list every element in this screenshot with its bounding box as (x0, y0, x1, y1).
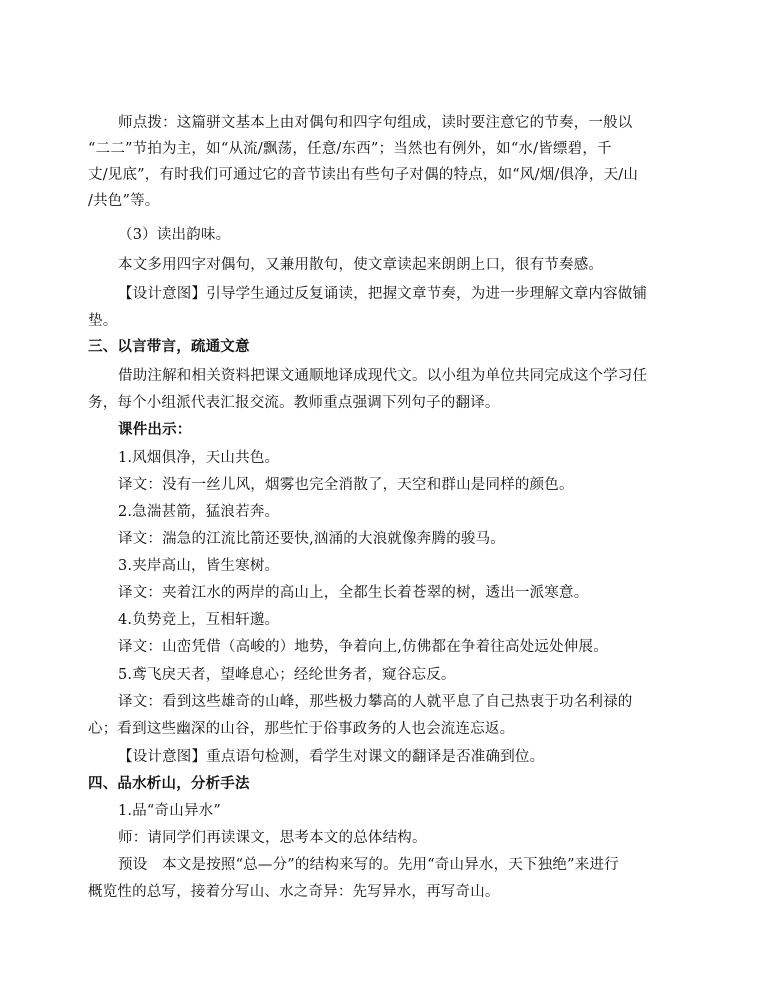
translation-line: 译文：湍急的江流比箭还要快,汹涌的大浪就像奔腾的骏马。 (118, 531, 506, 547)
paragraph-line: 垫。 (88, 313, 118, 329)
translation-line: 译文：夹着江水的两岸的高山上，全都生长着苍翠的树，透出一派寒意。 (118, 585, 589, 601)
paragraph-line: “二二”节拍为主，如“从流/飘荡，任意/东西”；当然也有例外，如“水/皆缥碧，千 (88, 141, 612, 157)
paragraph-line: 本文多用四字对偶句，又兼用散句，使文章读起来朗朗上口，很有节奏感。 (118, 257, 604, 273)
slide-label: 课件出示： (118, 421, 192, 438)
paragraph-line: 概览性的总写，接着分写山、水之奇异：先写异水，再写奇山。 (88, 884, 500, 900)
sentence-item: 3.夹岸高山，皆生寒树。 (118, 558, 280, 574)
paragraph-line: /共色”等。 (88, 193, 160, 209)
paragraph-line: 借助注解和相关资料把课文通顺地译成现代文。以小组为单位共同完成这个学习任 (118, 368, 648, 384)
translation-line: 译文：没有一丝儿风，烟雾也完全消散了，天空和群山是同样的颜色。 (118, 477, 574, 493)
translation-line: 译文：山峦凭借（高峻的）地势，争着向上,仿佛都在争着往高处远处伸展。 (118, 639, 608, 655)
translation-line: 译文：看到这些雄奇的山峰，那些极力攀高的人就平息了自己热衷于功名利禄的 (118, 694, 633, 710)
sentence-item: 2.急湍甚箭，猛浪若奔。 (118, 504, 280, 520)
translation-line: 心；看到这些幽深的山谷，那些忙于俗事政务的人也会流连忘返。 (88, 721, 515, 737)
design-intent-line: 【设计意图】引导学生通过反复诵读，把握文章节奏，为进一步理解文章内容做铺 (118, 286, 648, 302)
sentence-item: 1.风烟俱净，天山共色。 (118, 450, 280, 466)
sentence-item: 4.负势竞上，互相轩邈。 (118, 612, 280, 628)
section-heading: 四、品水析山，分析手法 (88, 775, 250, 792)
paragraph-line: 务，每个小组派代表汇报交流。教师重点强调下列句子的翻译。 (88, 395, 500, 411)
paragraph-line: 预设 本文是按照“总—分”的结构来写的。先用“奇山异水，天下独绝”来进行 (118, 857, 619, 873)
paragraph-line: 师点拨：这篇骈文基本上由对偶句和四字句组成，读时要注意它的节奏，一般以 (118, 115, 633, 131)
paragraph-line: 丈/见底”，有时我们可通过它的音节读出有些句子对偶的特点，如“风/烟/俱净，天/山 (88, 167, 639, 183)
paragraph-line: 师：请同学们再读课文，思考本文的总体结构。 (118, 830, 427, 846)
design-intent-line: 【设计意图】重点语句检测，看学生对课文的翻译是否准确到位。 (118, 749, 545, 765)
section-heading: 三、以言带言，疏通文意 (88, 338, 250, 355)
subsection-heading: 1.品“奇山异水” (118, 803, 221, 819)
paragraph-line: （3）读出韵味。 (118, 227, 231, 243)
sentence-item: 5.鸢飞戾天者，望峰息心；经纶世务者，窥谷忘反。 (118, 667, 456, 683)
